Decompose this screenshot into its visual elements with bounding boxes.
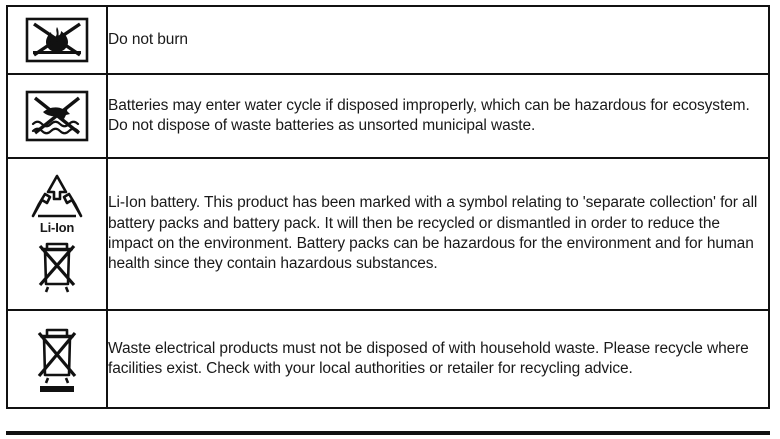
row-text-li-ion: Li-Ion battery. This product has been marked with a symbol relating to 'separate collection' for all battery packs and battery pack. It will then be recycled or dismantled in order to reduce the impact on the environment. Battery packs can be hazardous for the environment and for human health since they contain hazardous substances. (107, 158, 769, 310)
table-row (7, 158, 769, 310)
no-water-disposal-icon (8, 90, 106, 142)
icon-cell-li-ion (7, 158, 107, 310)
crossed-out-wheelie-bin-icon (34, 238, 80, 296)
symbols-document (0, 5, 780, 439)
icon-cell-do-not-burn (7, 6, 107, 74)
icon-cell-water-cycle (7, 74, 107, 158)
row-text-weee: Waste electrical products must not be disposed of with household waste. Please recycle where facilities exist. Check with your local authorities or retailer for recycling advice. (107, 310, 769, 408)
no-fire-icon (8, 17, 106, 63)
table-row (7, 74, 769, 158)
recycling-triangle-icon (24, 172, 90, 220)
icon-cell-weee (7, 310, 107, 408)
li-ion-label: Li-Ion (39, 220, 75, 235)
safety-symbols-table (6, 5, 770, 409)
table-row (7, 310, 769, 408)
row-text-water-cycle: Batteries may enter water cycle if disposed improperly, which can be hazardous for ecosystem. Do not dispose of waste batteries as unsorted municipal waste. (107, 74, 769, 158)
bottom-divider (6, 431, 770, 435)
crossed-out-wheelie-bin-bar-icon (8, 323, 106, 395)
table-row (7, 6, 769, 74)
row-text-do-not-burn: Do not burn (107, 6, 769, 74)
